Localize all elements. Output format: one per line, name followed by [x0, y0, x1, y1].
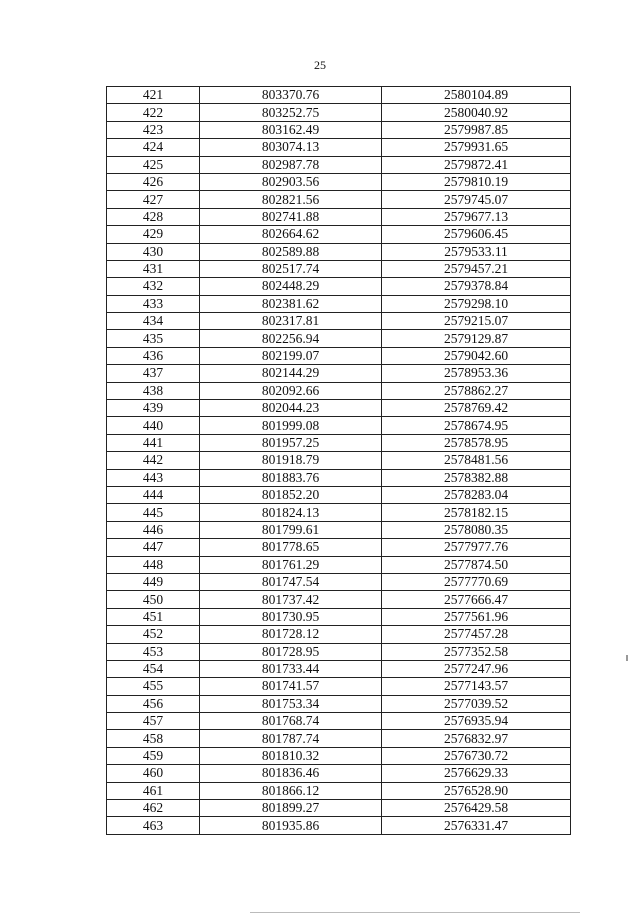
- table-row: [107, 365, 571, 382]
- table-row: [107, 191, 571, 208]
- y-coordinate-cell: 2577352.58: [382, 643, 571, 660]
- point-number-cell: 448: [107, 556, 200, 573]
- x-coordinate-cell: 803074.13: [200, 139, 382, 156]
- x-coordinate-cell: 801852.20: [200, 486, 382, 503]
- point-number-cell: 446: [107, 521, 200, 538]
- point-number-cell: 454: [107, 660, 200, 677]
- x-coordinate-cell: 801999.08: [200, 417, 382, 434]
- table-row: [107, 295, 571, 312]
- table-row: [107, 104, 571, 121]
- point-number-cell: 444: [107, 486, 200, 503]
- point-number-cell: 431: [107, 260, 200, 277]
- x-coordinate-cell: 802317.81: [200, 313, 382, 330]
- point-number-cell: 456: [107, 695, 200, 712]
- point-number-cell: 437: [107, 365, 200, 382]
- point-number-cell: 461: [107, 782, 200, 799]
- y-coordinate-cell: 2576832.97: [382, 730, 571, 747]
- table-row: [107, 747, 571, 764]
- coordinates-table: [106, 86, 571, 835]
- table-row: [107, 382, 571, 399]
- point-number-cell: 438: [107, 382, 200, 399]
- y-coordinate-cell: 2579129.87: [382, 330, 571, 347]
- point-number-cell: 442: [107, 452, 200, 469]
- table-row: [107, 504, 571, 521]
- table-row: [107, 643, 571, 660]
- table-row: [107, 173, 571, 190]
- y-coordinate-cell: 2579606.45: [382, 226, 571, 243]
- x-coordinate-cell: 802903.56: [200, 173, 382, 190]
- table-row: [107, 139, 571, 156]
- x-coordinate-cell: 801824.13: [200, 504, 382, 521]
- table-row: [107, 678, 571, 695]
- x-coordinate-cell: 801836.46: [200, 765, 382, 782]
- x-coordinate-cell: 801747.54: [200, 573, 382, 590]
- point-number-cell: 453: [107, 643, 200, 660]
- y-coordinate-cell: 2576528.90: [382, 782, 571, 799]
- x-coordinate-cell: 801728.12: [200, 626, 382, 643]
- x-coordinate-cell: 802448.29: [200, 278, 382, 295]
- y-coordinate-cell: 2576629.33: [382, 765, 571, 782]
- table-row: [107, 713, 571, 730]
- table-row: [107, 278, 571, 295]
- y-coordinate-cell: 2578674.95: [382, 417, 571, 434]
- x-coordinate-cell: 801787.74: [200, 730, 382, 747]
- table-row: [107, 608, 571, 625]
- page-number: 25: [314, 58, 326, 72]
- point-number-cell: 436: [107, 347, 200, 364]
- table-row: [107, 156, 571, 173]
- x-coordinate-cell: 802199.07: [200, 347, 382, 364]
- x-coordinate-cell: 802381.62: [200, 295, 382, 312]
- table-row: [107, 452, 571, 469]
- point-number-cell: 425: [107, 156, 200, 173]
- table-row: [107, 400, 571, 417]
- x-coordinate-cell: 801918.79: [200, 452, 382, 469]
- y-coordinate-cell: 2579872.41: [382, 156, 571, 173]
- x-coordinate-cell: 801768.74: [200, 713, 382, 730]
- margin-mark: [626, 655, 628, 661]
- point-number-cell: 424: [107, 139, 200, 156]
- x-coordinate-cell: 801778.65: [200, 539, 382, 556]
- x-coordinate-cell: 803162.49: [200, 121, 382, 138]
- y-coordinate-cell: 2580104.89: [382, 87, 571, 104]
- y-coordinate-cell: 2577457.28: [382, 626, 571, 643]
- table-row: [107, 817, 571, 834]
- table-row: [107, 313, 571, 330]
- y-coordinate-cell: 2578382.88: [382, 469, 571, 486]
- point-number-cell: 430: [107, 243, 200, 260]
- point-number-cell: 439: [107, 400, 200, 417]
- y-coordinate-cell: 2577977.76: [382, 539, 571, 556]
- x-coordinate-cell: 801761.29: [200, 556, 382, 573]
- y-coordinate-cell: 2578481.56: [382, 452, 571, 469]
- y-coordinate-cell: 2579042.60: [382, 347, 571, 364]
- x-coordinate-cell: 803252.75: [200, 104, 382, 121]
- point-number-cell: 445: [107, 504, 200, 521]
- point-number-cell: 457: [107, 713, 200, 730]
- y-coordinate-cell: 2578080.35: [382, 521, 571, 538]
- y-coordinate-cell: 2576331.47: [382, 817, 571, 834]
- table-row: [107, 87, 571, 104]
- point-number-cell: 422: [107, 104, 200, 121]
- y-coordinate-cell: 2577039.52: [382, 695, 571, 712]
- x-coordinate-cell: 801866.12: [200, 782, 382, 799]
- x-coordinate-cell: 802092.66: [200, 382, 382, 399]
- point-number-cell: 421: [107, 87, 200, 104]
- point-number-cell: 450: [107, 591, 200, 608]
- table-row: [107, 539, 571, 556]
- x-coordinate-cell: 802044.23: [200, 400, 382, 417]
- x-coordinate-cell: 801730.95: [200, 608, 382, 625]
- point-number-cell: 428: [107, 208, 200, 225]
- point-number-cell: 451: [107, 608, 200, 625]
- y-coordinate-cell: 2578953.36: [382, 365, 571, 382]
- table-row: [107, 660, 571, 677]
- point-number-cell: 460: [107, 765, 200, 782]
- y-coordinate-cell: 2577666.47: [382, 591, 571, 608]
- point-number-cell: 423: [107, 121, 200, 138]
- x-coordinate-cell: 801810.32: [200, 747, 382, 764]
- x-coordinate-cell: 802517.74: [200, 260, 382, 277]
- y-coordinate-cell: 2576730.72: [382, 747, 571, 764]
- y-coordinate-cell: 2579745.07: [382, 191, 571, 208]
- y-coordinate-cell: 2578862.27: [382, 382, 571, 399]
- y-coordinate-cell: 2579810.19: [382, 173, 571, 190]
- point-number-cell: 433: [107, 295, 200, 312]
- x-coordinate-cell: 802664.62: [200, 226, 382, 243]
- point-number-cell: 447: [107, 539, 200, 556]
- y-coordinate-cell: 2579533.11: [382, 243, 571, 260]
- y-coordinate-cell: 2577770.69: [382, 573, 571, 590]
- table-row: [107, 486, 571, 503]
- y-coordinate-cell: 2578283.04: [382, 486, 571, 503]
- point-number-cell: 434: [107, 313, 200, 330]
- table-row: [107, 121, 571, 138]
- table-row: [107, 556, 571, 573]
- x-coordinate-cell: 801883.76: [200, 469, 382, 486]
- x-coordinate-cell: 803370.76: [200, 87, 382, 104]
- table-row: [107, 243, 571, 260]
- x-coordinate-cell: 802256.94: [200, 330, 382, 347]
- point-number-cell: 452: [107, 626, 200, 643]
- table-row: [107, 208, 571, 225]
- y-coordinate-cell: 2577247.96: [382, 660, 571, 677]
- x-coordinate-cell: 802144.29: [200, 365, 382, 382]
- point-number-cell: 459: [107, 747, 200, 764]
- y-coordinate-cell: 2579931.65: [382, 139, 571, 156]
- y-coordinate-cell: 2577143.57: [382, 678, 571, 695]
- point-number-cell: 435: [107, 330, 200, 347]
- coordinates-table-body: [107, 87, 571, 835]
- table-row: [107, 591, 571, 608]
- table-row: [107, 521, 571, 538]
- table-row: [107, 695, 571, 712]
- y-coordinate-cell: 2577561.96: [382, 608, 571, 625]
- y-coordinate-cell: 2578769.42: [382, 400, 571, 417]
- y-coordinate-cell: 2577874.50: [382, 556, 571, 573]
- point-number-cell: 458: [107, 730, 200, 747]
- point-number-cell: 449: [107, 573, 200, 590]
- x-coordinate-cell: 801737.42: [200, 591, 382, 608]
- point-number-cell: 427: [107, 191, 200, 208]
- y-coordinate-cell: 2579677.13: [382, 208, 571, 225]
- table-row: [107, 782, 571, 799]
- point-number-cell: 455: [107, 678, 200, 695]
- x-coordinate-cell: 802987.78: [200, 156, 382, 173]
- table-row: [107, 573, 571, 590]
- table-row: [107, 626, 571, 643]
- y-coordinate-cell: 2579457.21: [382, 260, 571, 277]
- x-coordinate-cell: 801935.86: [200, 817, 382, 834]
- y-coordinate-cell: 2579298.10: [382, 295, 571, 312]
- y-coordinate-cell: 2576429.58: [382, 800, 571, 817]
- y-coordinate-cell: 2578578.95: [382, 434, 571, 451]
- x-coordinate-cell: 801741.57: [200, 678, 382, 695]
- x-coordinate-cell: 801957.25: [200, 434, 382, 451]
- point-number-cell: 426: [107, 173, 200, 190]
- table-row: [107, 417, 571, 434]
- x-coordinate-cell: 802741.88: [200, 208, 382, 225]
- table-row: [107, 800, 571, 817]
- table-row: [107, 347, 571, 364]
- point-number-cell: 462: [107, 800, 200, 817]
- point-number-cell: 432: [107, 278, 200, 295]
- y-coordinate-cell: 2578182.15: [382, 504, 571, 521]
- x-coordinate-cell: 801733.44: [200, 660, 382, 677]
- point-number-cell: 443: [107, 469, 200, 486]
- point-number-cell: 429: [107, 226, 200, 243]
- y-coordinate-cell: 2579987.85: [382, 121, 571, 138]
- y-coordinate-cell: 2576935.94: [382, 713, 571, 730]
- point-number-cell: 441: [107, 434, 200, 451]
- table-row: [107, 330, 571, 347]
- x-coordinate-cell: 801728.95: [200, 643, 382, 660]
- table-row: [107, 730, 571, 747]
- x-coordinate-cell: 801899.27: [200, 800, 382, 817]
- bottom-scan-line: [250, 912, 580, 913]
- point-number-cell: 440: [107, 417, 200, 434]
- y-coordinate-cell: 2580040.92: [382, 104, 571, 121]
- y-coordinate-cell: 2579378.84: [382, 278, 571, 295]
- x-coordinate-cell: 802821.56: [200, 191, 382, 208]
- x-coordinate-cell: 801753.34: [200, 695, 382, 712]
- x-coordinate-cell: 801799.61: [200, 521, 382, 538]
- y-coordinate-cell: 2579215.07: [382, 313, 571, 330]
- table-row: [107, 434, 571, 451]
- table-row: [107, 469, 571, 486]
- table-row: [107, 226, 571, 243]
- table-row: [107, 765, 571, 782]
- point-number-cell: 463: [107, 817, 200, 834]
- table-row: [107, 260, 571, 277]
- x-coordinate-cell: 802589.88: [200, 243, 382, 260]
